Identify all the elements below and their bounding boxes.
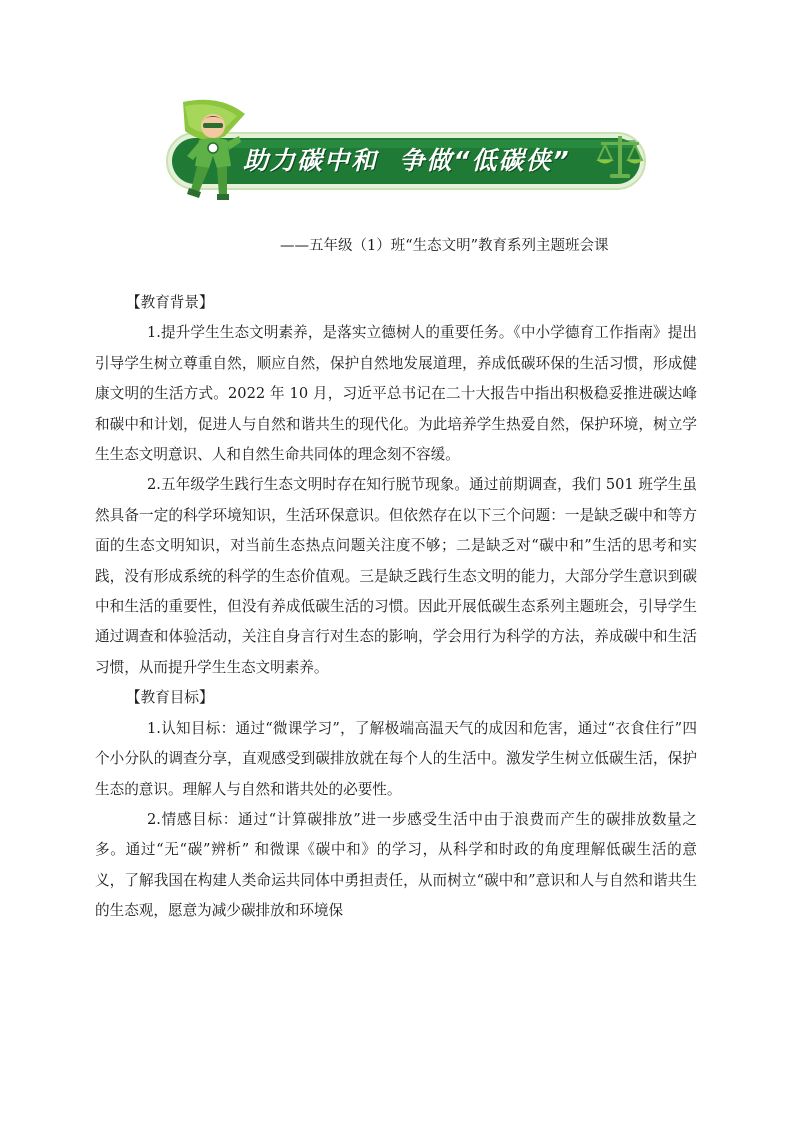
scale-icon (595, 132, 645, 182)
paragraph: 2.情感目标：通过“计算碳排放”进一步感受生活中由于浪费而产生的碳排放数量之多。通过“无“碳”辨析” 和微课《碳中和》的学习，从科学和时政的角度理解低碳生活的意义，了解我国在构建人类命运共同体中勇担责任，从而树立“碳中和”意识和人与自然和谐共生的生态观，愿意为减少碳排放和环境保 (95, 810, 697, 920)
paragraph: 1.提升学生生态文明素养，是落实立德树人的重要任务。《中小学德育工作指南》提出引导学生树立尊重自然，顺应自然，保护自然地发展道理，养成低碳环保的生活习惯，形成健康文明的生活方式。2022 年 10 月，习近平总书记在二十大报告中指出积极稳妥推进碳达峰和碳中和计划，促进人与自然和谐共生的现代化。为此培养学生热爱自然，保护环境，树立学生生态文明意识、人和自然生命共同体的理念刻不容缓。 (95, 324, 697, 464)
section-heading-background: 【教育背景】 (126, 294, 214, 311)
document-body (95, 288, 697, 927)
paragraph: 2.五年级学生践行生态文明时存在知行脱节现象。通过前期调查，我们 501 班学生虽然具备一定的科学环境知识，生活环保意识。但依然存在以下三个问题：一是缺乏碳中和等方面的生态文明知识，对当前生态热点问题关注度不够；二是缺乏对“碳中和”生活的思考和实践，没有形成系统的科学的生态价值观。三是缺乏践行生态文明的能力，大部分学生意识到碳中和生活的重要性，但没有养成低碳生活的习惯。因此开展低碳生态系列主题班会，引导学生通过调查和体验活动，关注自身言行对生态的影响，学会用行为科学的方法，养成碳中和生活习惯，从而提升学生生态文明素养。 (95, 476, 697, 676)
banner-title: 助力碳中和 争做“低碳侠” (243, 146, 571, 175)
subtitle: ——五年级（1）班“生态文明”教育系列主题班会课 (280, 238, 609, 254)
section-heading-goals: 【教育目标】 (126, 689, 214, 707)
paragraph: 1.认知目标：通过“微课学习”，了解极端高温天气的成因和危害，通过“衣食住行”四个小分队的调查分享，直观感受到碳排放就在每个人的生活中。激发学生树立低碳生活，保护生态的意识。理解人与自然和谐共处的必要性。 (95, 719, 697, 798)
superhero-icon (165, 96, 255, 202)
title-banner (165, 96, 647, 202)
